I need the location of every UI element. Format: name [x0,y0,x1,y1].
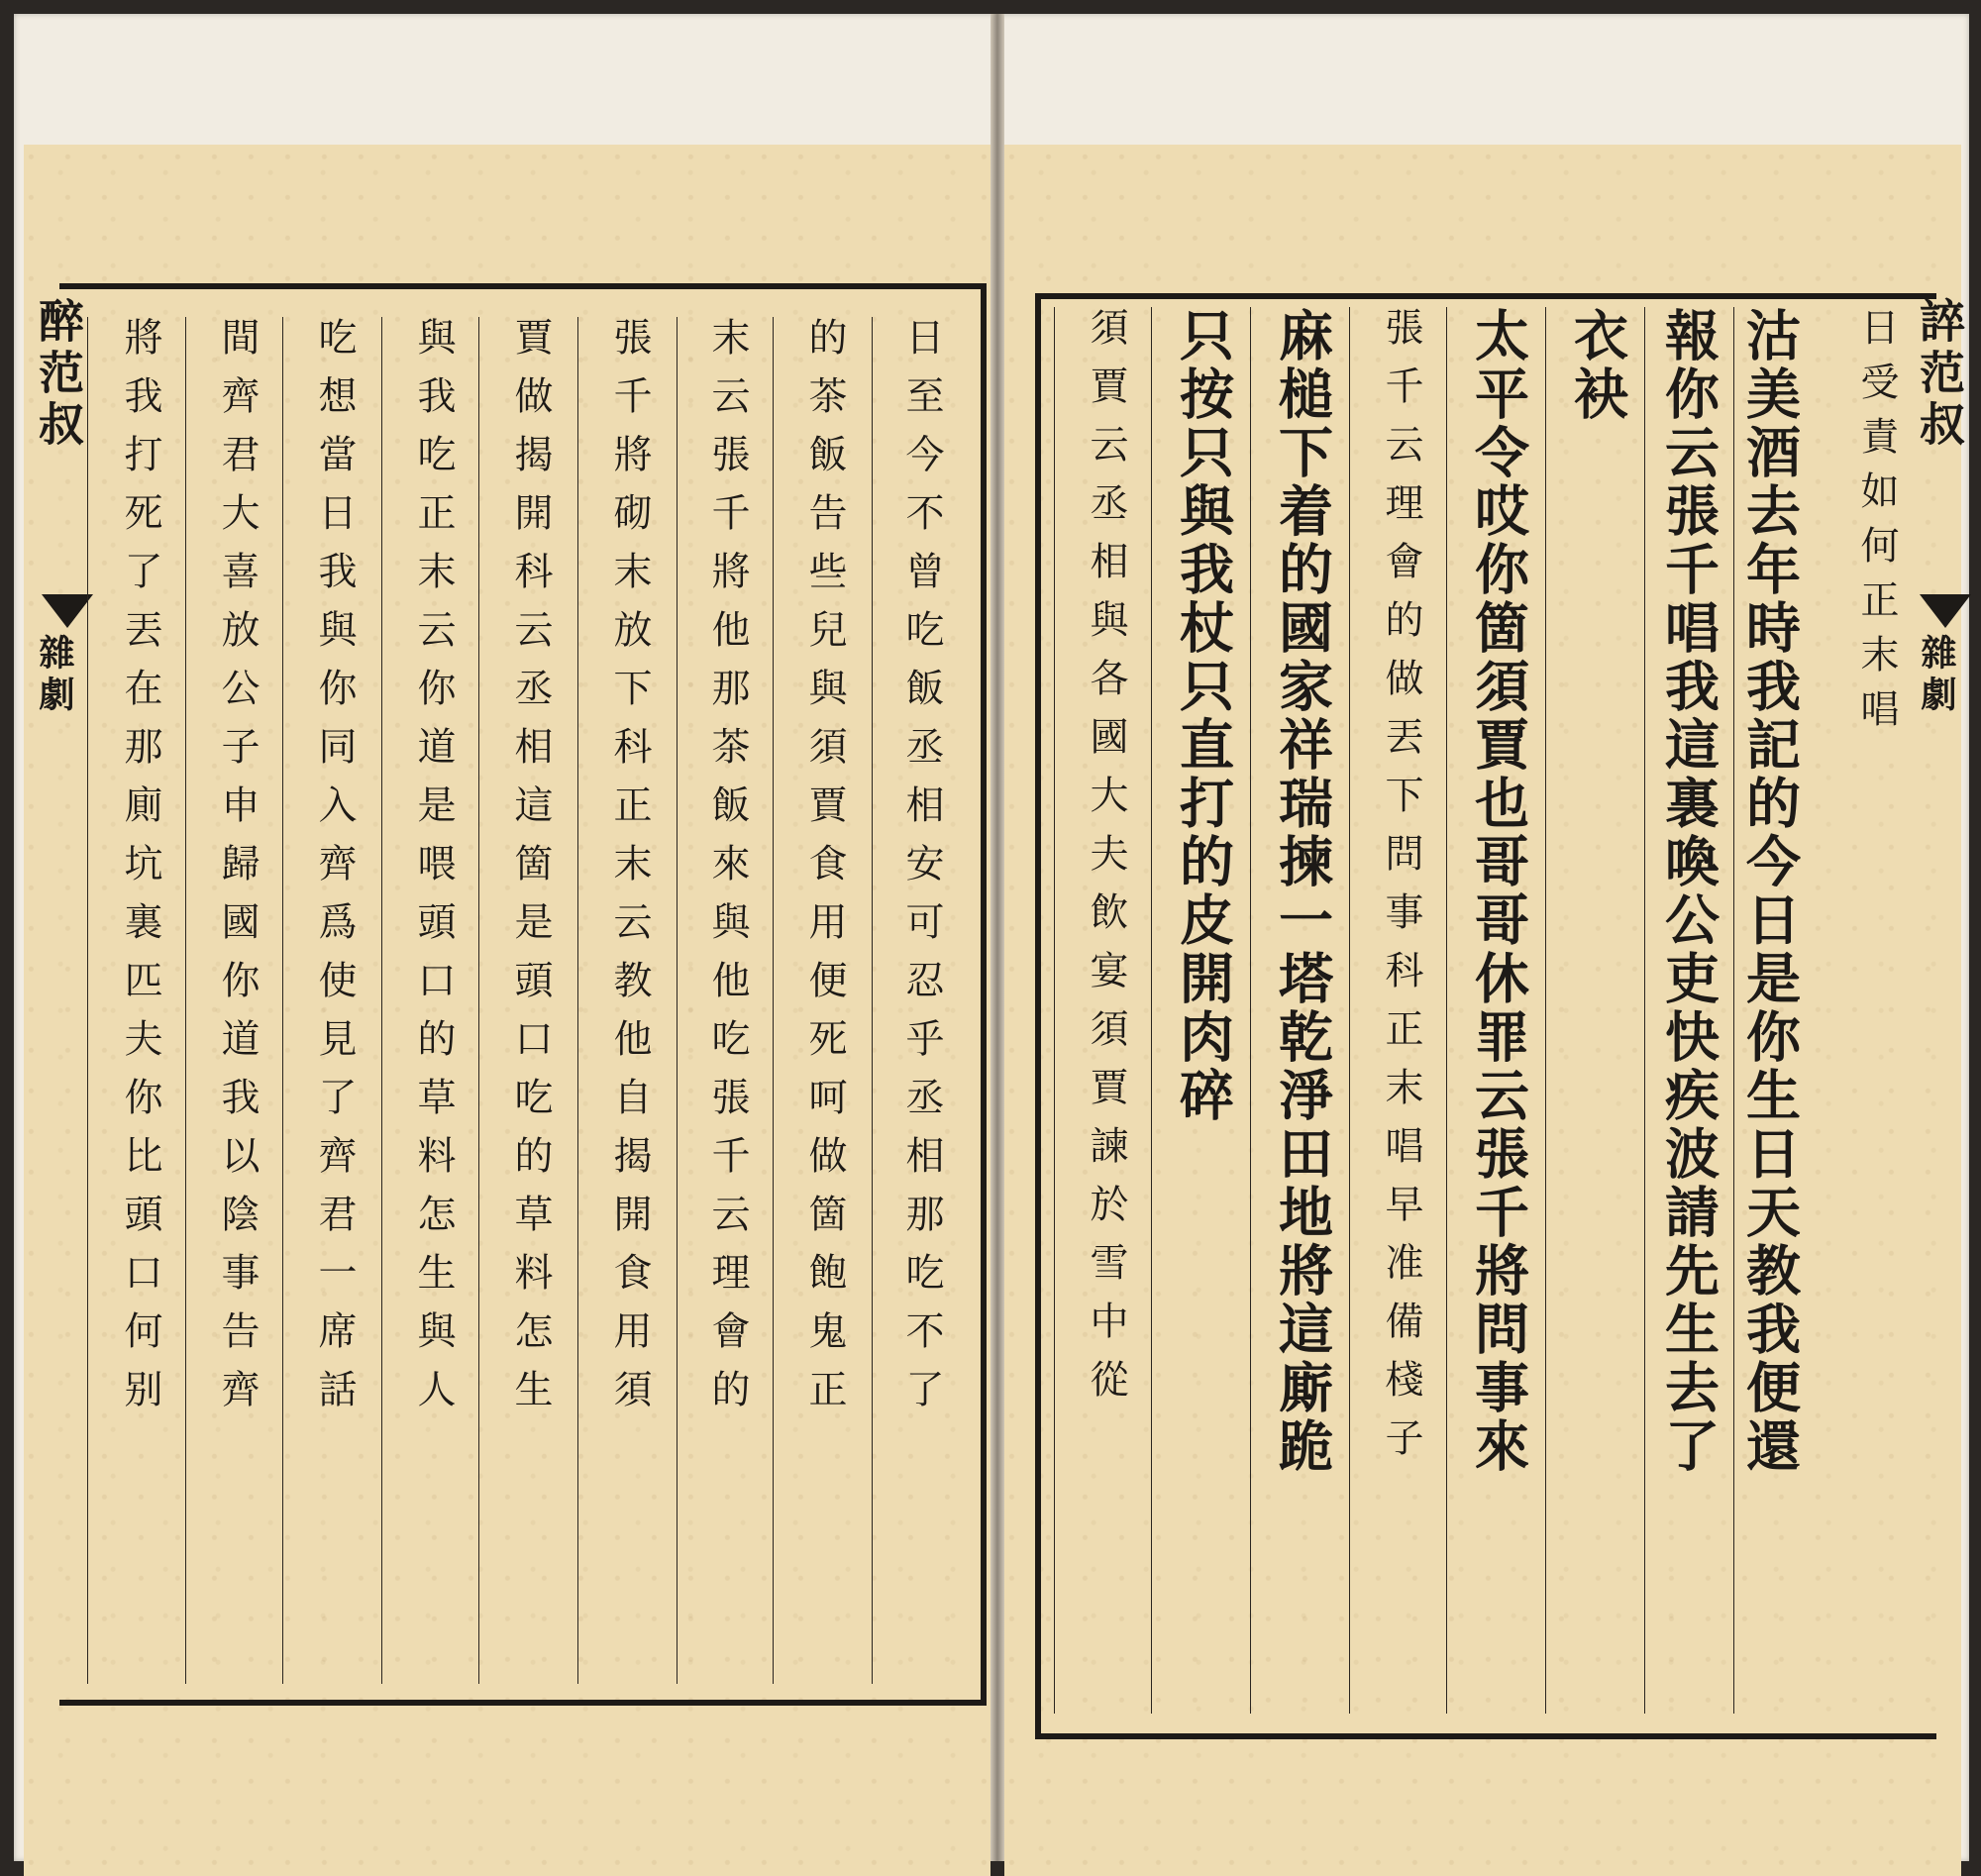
book-spine [990,14,1004,1861]
left-column-4: 張千將砌末放下科正末云教他自揭開食用須 [577,317,675,1684]
right-top-note: 日受責如何正末唱 [1854,307,1899,743]
left-column-3: 末云張千將他那茶飯來與他吃張千云理會的 [677,317,773,1684]
right-column-3: 衣袂 [1545,307,1642,1714]
left-column-8: 間齊君大喜放公子申歸國你道我以陰事告齊 [185,317,282,1684]
left-column-6: 與我吃正末云你道是喂頭口的草料怎生與人 [381,317,478,1684]
left-column-2: 的茶飯告些兒與須賈食用便死呵做箇飽鬼正 [773,317,870,1684]
right-column-7: 只按只與我杖只直打的皮開肉碎 [1151,307,1248,1714]
left-column-1: 日至今不曾吃飯丞相安可忍乎丞相那吃不了 [872,317,967,1684]
right-banxin-section: 雜劇 [1916,634,1957,717]
right-column-8: 須賈云丞相與各國大夫飲宴須賈諫於雪中從 [1054,307,1151,1714]
left-column-5: 賈做揭開科云丞相這箇是頭口吃的草料怎生 [478,317,575,1684]
left-fish-tail [42,594,93,628]
right-column-5: 張千云理會的做丟下問事科正末唱早准備棧子 [1349,307,1446,1714]
right-column-1: 沽美酒去年時我記的今日是你生日天教我便還 [1733,307,1815,1714]
left-column-9: 將我打死了丟在那廁坑裏匹夫你比頭口何别 [87,317,185,1684]
left-column-7: 吃想當日我與你同入齊爲使見了齊君一席話 [282,317,379,1684]
right-column-6: 麻槌下着的國家祥瑞揀一塔乾淨田地將這廝跪 [1250,307,1347,1714]
right-column-4: 太平令哎你箇須賈也哥哥休罪云張千將問事來 [1446,307,1543,1714]
right-fish-tail [1920,594,1971,628]
left-banxin-section: 雜劇 [34,634,75,717]
right-column-2: 報你云張千唱我這裏喚公吏快疾波請先生去了 [1644,307,1733,1714]
right-banxin-title: 誶范叔 [1913,297,1966,452]
left-banxin-title: 醉范叔 [32,297,85,452]
